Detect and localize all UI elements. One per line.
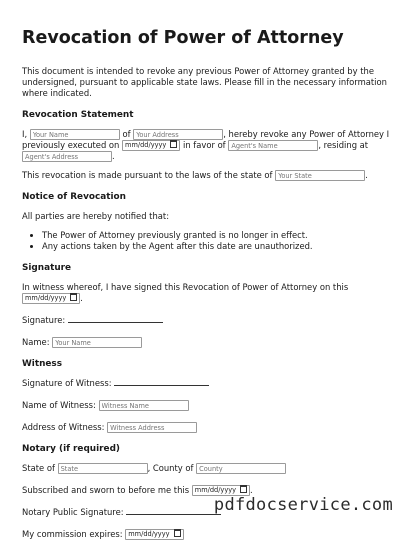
signature-field[interactable] (68, 322, 163, 323)
your-name-input[interactable] (30, 129, 120, 140)
sworn-line: Subscribed and sworn to before me this mm/dd/yyyy . (22, 485, 253, 495)
witness-whereof-text: In witness whereof, I have signed this Revocation of Power of Attorney on this mm/dd/yyyy . (22, 282, 349, 303)
notice-list (22, 230, 392, 252)
notice-heading: Notice of Revocation (22, 192, 126, 202)
document-page (22, 28, 392, 540)
commission-expires-date-input[interactable]: mm/dd/yyyy (125, 529, 183, 540)
page-title: Revocation of Power of Attorney (22, 28, 344, 48)
witness-signature-line: Signature of Witness: (22, 378, 392, 389)
agent-name-input[interactable] (228, 140, 318, 151)
notary-state-input[interactable] (58, 463, 148, 474)
notice-text: All parties are hereby notified that: (22, 211, 170, 221)
calendar-icon[interactable] (70, 293, 77, 301)
name-line: Name: Your Name (22, 337, 392, 348)
commission-expires-line: My commission expires: mm/dd/yyyy (22, 529, 392, 540)
intro-text: This document is intended to revoke any previous Power of Attorney granted by the undersigned, pursuant to applicable state laws. Please fill in the necessary information where indicated. (22, 66, 387, 98)
calendar-icon[interactable] (240, 485, 247, 493)
revocation-statement-paragraph: I, Your Name of Your Address , hereby revoke any Power of Attorney I previously executed on mm/dd/yyyy in favor of Agent's Name , residing at Agent's Address. (22, 129, 392, 162)
list-item: • The Power of Attorney previously granted is no longer in effect. (42, 230, 392, 241)
notary-state-county-line: State of State , County of County (22, 463, 392, 474)
watermark: pdfdocservice.com (213, 495, 393, 515)
witness-address-line: Address of Witness: Witness Address (22, 422, 392, 433)
agent-address-input[interactable] (22, 151, 112, 162)
signing-date-input[interactable]: mm/dd/yyyy (22, 293, 80, 304)
witness-address-input[interactable] (107, 422, 197, 433)
your-state-input[interactable] (275, 170, 365, 181)
notary-signature-line: Notary Public Signature: (22, 507, 392, 518)
signature-line: Signature: (22, 315, 392, 326)
list-item: • Any actions taken by the Agent after this date are unauthorized. (42, 241, 392, 252)
witness-signature-field[interactable] (114, 385, 209, 386)
signature-heading: Signature (22, 263, 72, 273)
notary-county-input[interactable] (196, 463, 286, 474)
revocation-statement-heading: Revocation Statement (22, 110, 134, 120)
state-law-line: This revocation is made pursuant to the laws of the state of Your State . (22, 170, 392, 181)
revocation-date-input[interactable]: mm/dd/yyyy (122, 140, 180, 151)
witness-name-input[interactable] (99, 400, 189, 411)
witness-heading: Witness (22, 359, 62, 369)
sworn-date-input[interactable]: mm/dd/yyyy (192, 485, 250, 496)
witness-name-line: Name of Witness: Witness Name (22, 400, 392, 411)
your-address-input[interactable] (133, 129, 223, 140)
calendar-icon[interactable] (174, 529, 181, 537)
signer-name-input[interactable] (52, 337, 142, 348)
calendar-icon[interactable] (170, 140, 177, 148)
notary-heading: Notary (if required) (22, 444, 120, 454)
